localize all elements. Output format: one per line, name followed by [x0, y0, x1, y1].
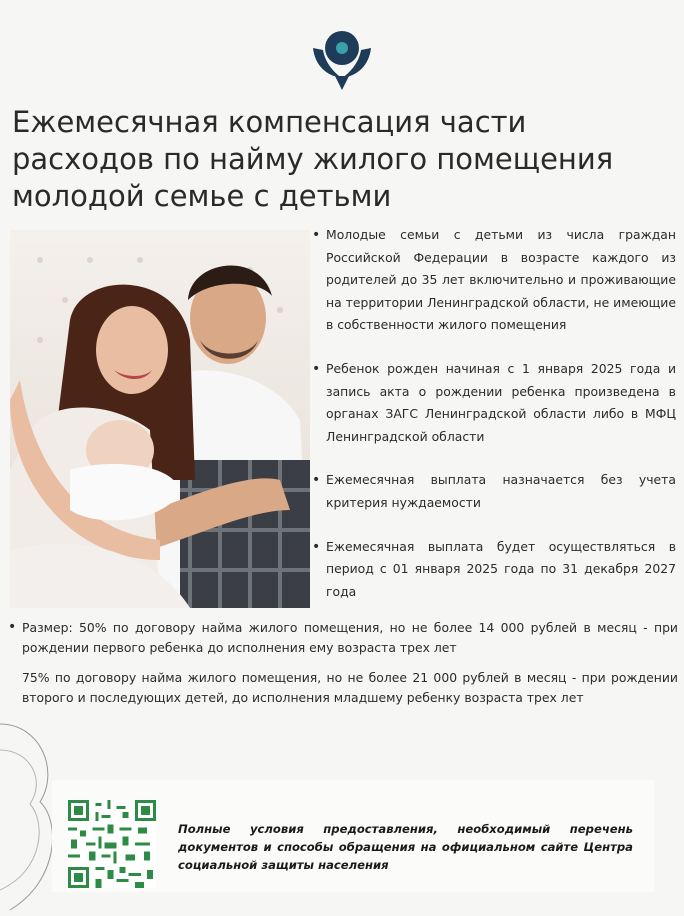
conditions-list: [312, 224, 676, 603]
family-photo: [10, 230, 310, 608]
page-title: [12, 104, 672, 215]
footer-info-text: Полные условия предоставления, необходимый перечень документов и способы обращения на официальном сайте Центра социальной защиты населения: [178, 822, 633, 872]
list-item: • Молодые семьи с детьми из числа граждан Российской Федерации в возрасте каждого из родителей до 35 лет включительно и проживающие на территории Ленинградской области, не имеющие в собственности жилого помещения: [312, 224, 676, 337]
list-item: • Ежемесячная выплата будет осуществляться в период с 01 января 2025 года по 31 декабря 2027 года: [312, 536, 676, 604]
hands-holding-heart-logo: [305, 18, 379, 92]
payment-size-second-child: 75% по договору найма жилого помещения, но не более 21 000 рублей в месяц - при рождении второго и последующих детей, до исполнения младшему ребенку возраста трех лет: [22, 670, 678, 705]
title-line-2: расходов по найму жилого помещения: [12, 142, 614, 176]
list-item: • Ежемесячная выплата назначается без учета критерия нуждаемости: [312, 469, 676, 514]
title-line-1: Ежемесячная компенсация части: [12, 105, 527, 139]
title-line-3: молодой семье с детьми: [12, 179, 392, 213]
qr-code-icon[interactable]: [68, 800, 156, 888]
payment-size-first-child: • Размер: 50% по договору найма жилого помещения, но не более 14 000 рублей в месяц - при рождении первого ребенка до исполнения ему возраста трех лет: [8, 618, 678, 657]
list-item: • Ребенок рожден начиная с 1 января 2025 года и запись акта о рождении ребенка произведена в органах ЗАГС Ленинградской области либо в МФЦ Ленинградской области: [312, 358, 676, 448]
decorative-curves: [0, 710, 60, 916]
payment-size-section: [8, 618, 678, 707]
